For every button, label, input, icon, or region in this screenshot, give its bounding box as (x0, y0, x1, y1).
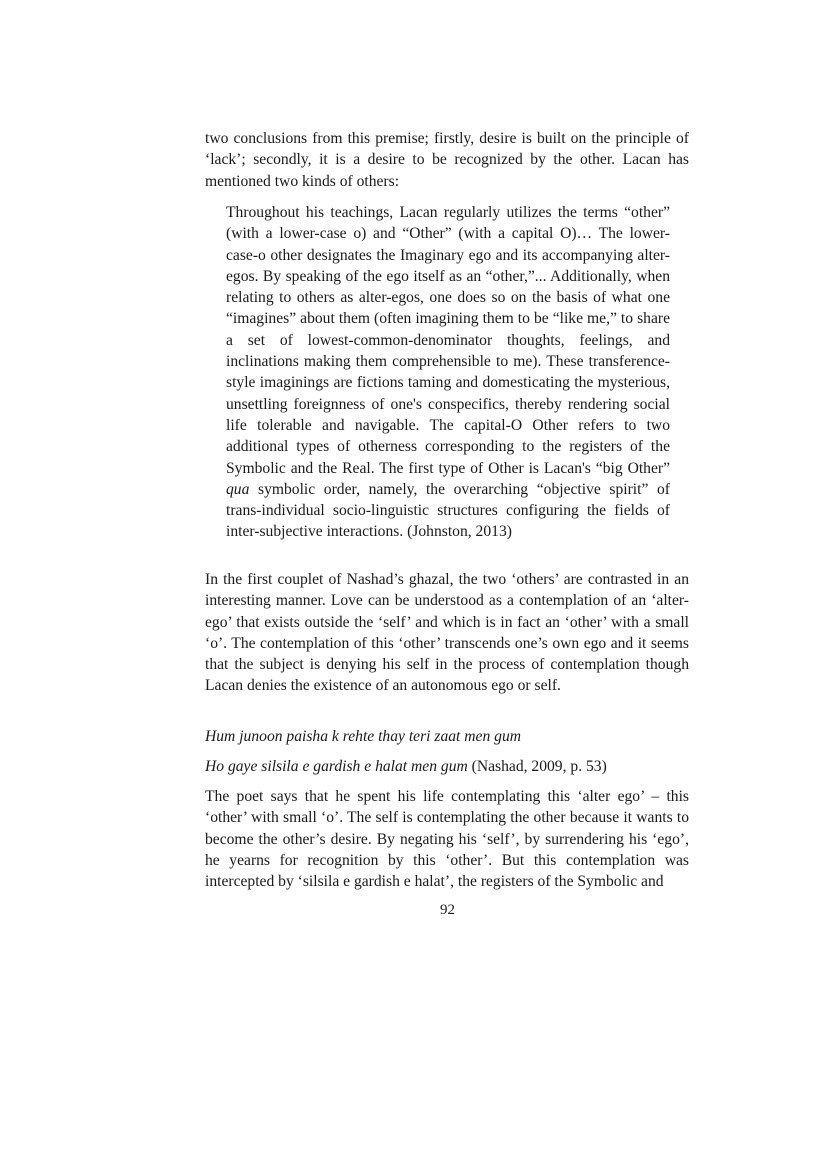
analysis-paragraph: In the first couplet of Nashad’s ghazal, the two ‘others’ are contrasted in an interesting manner. Love can be understood as a contemplation of an ‘alter-ego’ that exists outside the ‘self’ and which is in fact an ‘other’ with a small ‘o’. The contemplation of this ‘other’ transcends one’s own ego and it seems that the subject is denying his self in the process of contemplation though Lacan denies the existence of an autonomous ego or self. (205, 571, 689, 695)
page-number: 92 (440, 902, 455, 918)
block-quote-text-b: symbolic order, namely, the overarching “objective spirit” of trans-individual socio-linguistic structures configuring the fields of inter-subjective interactions. (Johnston, 2013) (226, 480, 670, 541)
verse-line-2-text: Ho gaye silsila e gardish e halat men gum (205, 758, 468, 775)
block-quote-text-a: Throughout his teachings, Lacan regularly utilizes the terms “other” (with a lower-case o) and “Other” (with a capital O)… The lower-case-o other designates the Imaginary ego and its accompanying alter-egos. By speaking of the ego itself as an “other,”... Additionally, when relating to others as alter-egos, one does so on the basis of what one “imagines” about them (often imagining them to be “like me,” to share a set of lowest-common-denominator thoughts, feelings, and inclinations making them comprehensible to me). These transference-style imaginings are fictions taming and domesticating the mysterious, unsettling foreignness of one's conspecifics, thereby rendering social life tolerable and navigable. The capital-O Other refers to two additional types of otherness corresponding to the registers of the Symbolic and the Real. The first type of Other is Lacan's “big Other” (226, 204, 670, 477)
block-quote (226, 202, 670, 543)
block-quote-italic-term: qua (226, 480, 250, 498)
verse-line-1: Hum junoon paisha k rehte thay teri zaat men gum (205, 728, 522, 745)
intro-paragraph: two conclusions from this premise; firstly, desire is built on the principle of ‘lack’; secondly, it is a desire to be recognized by the other. Lacan has mentioned two kinds of others: (205, 130, 689, 190)
closing-paragraph: The poet says that he spent his life contemplating this ‘alter ego’ – this ‘other’ with small ‘o’. The self is contemplating the other because it wants to become the other’s desire. By negating his ‘self’, by surrendering his ‘ego’, he yearns for recognition by this ‘other’. But this contemplation was intercepted by ‘silsila e gardish e halat’, the registers of the Symbolic and (205, 788, 689, 891)
verse-citation: (Nashad, 2009, p. 53) (467, 758, 607, 775)
verse-line-2 (205, 756, 689, 777)
